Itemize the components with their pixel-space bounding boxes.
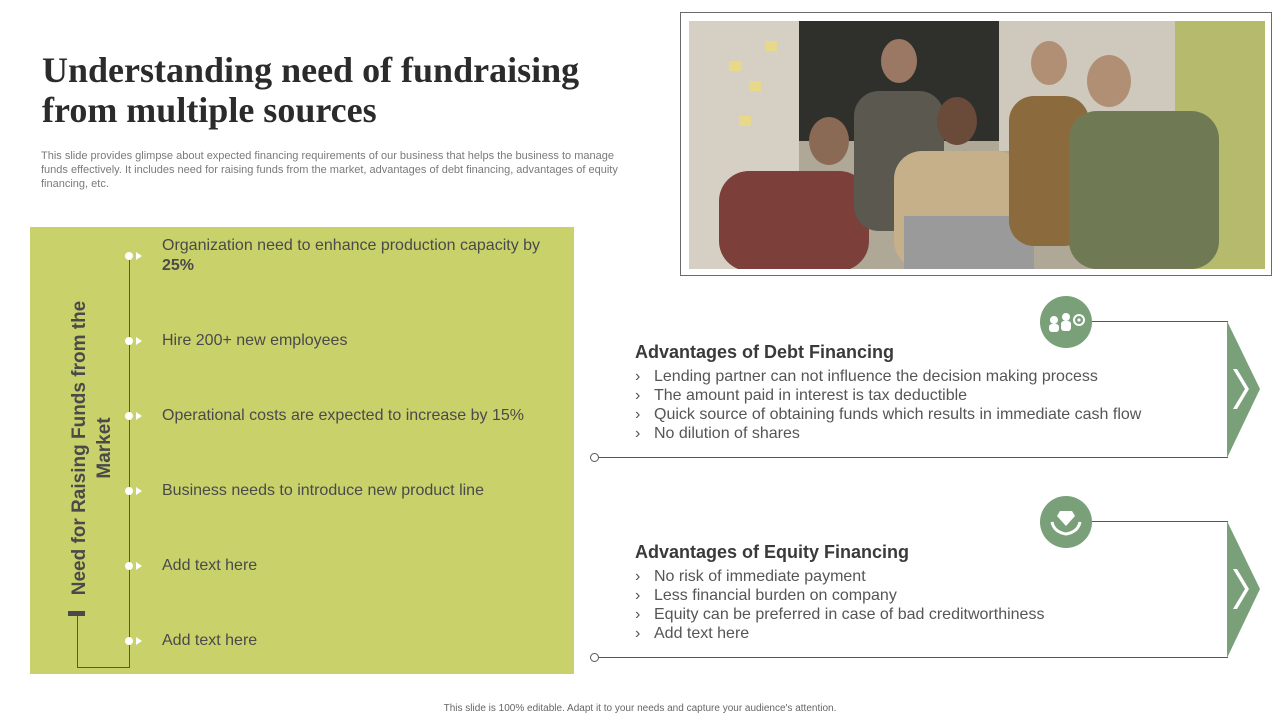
debt-start-dot bbox=[590, 453, 599, 462]
timeline-line bbox=[129, 255, 130, 667]
debt-title: Advantages of Debt Financing bbox=[635, 342, 895, 362]
timeline-marker-icon bbox=[125, 636, 147, 646]
debt-chevron-icon bbox=[1227, 321, 1261, 458]
list-item: › No dilution of shares bbox=[635, 425, 800, 442]
need-item: Business needs to introduce new product line bbox=[162, 482, 484, 499]
list-item: › Less financial burden on company bbox=[635, 587, 897, 604]
list-item: › No risk of immediate payment bbox=[635, 568, 866, 585]
debt-frame-bottom bbox=[598, 457, 1228, 458]
list-item: › Equity can be preferred in case of bad creditworthiness bbox=[635, 606, 1045, 623]
timeline-connector bbox=[77, 616, 78, 667]
equity-start-dot bbox=[590, 653, 599, 662]
team-photo-frame bbox=[680, 12, 1272, 276]
page-title: Understanding need of fundraising from multiple sources bbox=[42, 50, 580, 130]
hands-diamond-icon bbox=[1040, 496, 1092, 548]
list-item: › Lending partner can not influence the decision making process bbox=[635, 368, 1098, 385]
equity-list bbox=[635, 567, 1044, 643]
need-item: Add text here bbox=[162, 632, 258, 649]
timeline-connector-bottom bbox=[77, 667, 130, 668]
list-item: › Add text here bbox=[635, 625, 750, 642]
equity-chevron-icon bbox=[1227, 521, 1261, 658]
debt-list bbox=[635, 367, 1141, 443]
equity-title: Advantages of Equity Financing bbox=[635, 542, 910, 562]
timeline-marker-icon bbox=[125, 336, 147, 346]
list-item: › Quick source of obtaining funds which results in immediate cash flow bbox=[635, 406, 1142, 423]
timeline-marker-icon bbox=[125, 486, 147, 496]
need-item: Add text here bbox=[162, 557, 258, 574]
footer-note: This slide is 100% editable. Adapt it to your needs and capture your audience's attention. bbox=[443, 703, 837, 714]
need-panel-label bbox=[60, 300, 124, 596]
need-item: Hire 200+ new employees bbox=[162, 332, 348, 349]
timeline-marker-icon bbox=[125, 411, 147, 421]
timeline-marker-icon bbox=[125, 561, 147, 571]
timeline-marker-icon bbox=[125, 251, 147, 261]
need-item: Organization need to enhance production capacity by 25% bbox=[162, 237, 541, 274]
need-panel-label-text: Need for Raising Funds from the Market bbox=[69, 300, 115, 596]
need-item: Operational costs are expected to increase by 15% bbox=[162, 407, 524, 424]
people-money-icon bbox=[1040, 296, 1092, 348]
slide-description: This slide provides glimpse about expected financing requirements of our business that helps the business to manage funds effectively. It includes need for raising funds from the market, advantages of debt financing, advantages of equity financing, etc. bbox=[41, 150, 618, 190]
list-item: › The amount paid in interest is tax deductible bbox=[635, 387, 968, 404]
equity-frame-bottom bbox=[598, 657, 1228, 658]
team-photo bbox=[689, 21, 1265, 269]
